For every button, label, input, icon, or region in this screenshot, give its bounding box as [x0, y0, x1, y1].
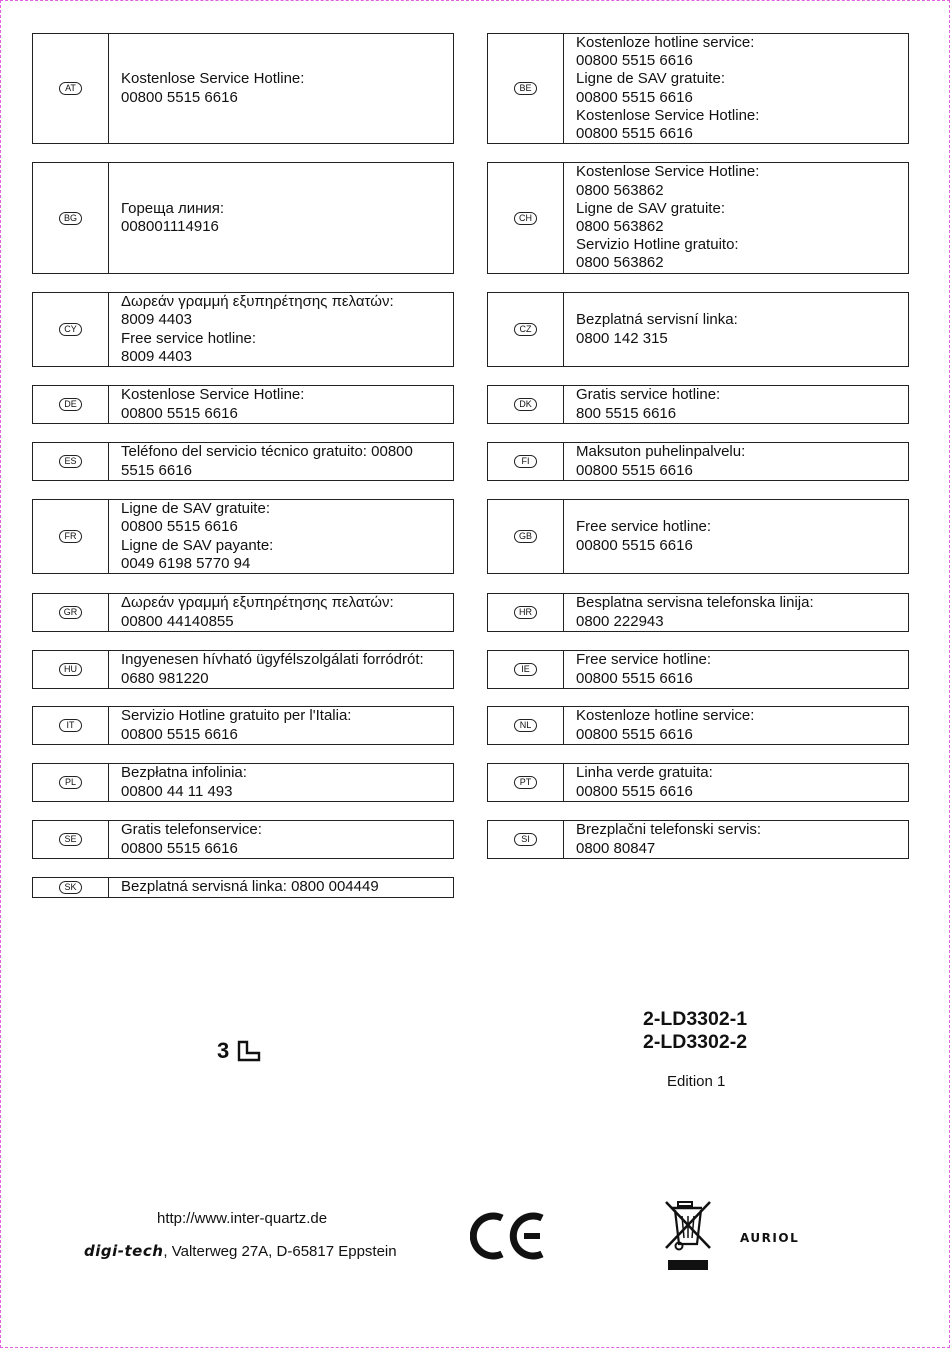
- hotline-line: Ingyenesen hívható ügyfélszolgálati forródrót:: [121, 651, 424, 669]
- country-code-badge: FI: [514, 455, 537, 468]
- hotline-text: [564, 821, 908, 858]
- country-code-badge: DK: [514, 398, 537, 411]
- hotline-line: Ligne de SAV gratuite:: [121, 500, 270, 518]
- country-code-badge: GR: [59, 606, 82, 619]
- hotline-line: 0680 981220: [121, 669, 209, 687]
- hotline-line: Gratis service hotline:: [576, 386, 721, 404]
- hotline-text: [109, 293, 453, 366]
- hotline-line: Δωρεάν γραμμή εξυπηρέτησης πελατών:: [121, 293, 394, 311]
- hotline-line: 00800 5515 6616: [121, 404, 238, 422]
- hotline-box-fr: [32, 499, 454, 574]
- country-code-cell: [488, 443, 564, 480]
- hotline-line: Maksuton puhelinpalvelu:: [576, 443, 746, 461]
- hotline-box-se: [32, 820, 454, 859]
- hotline-text: [109, 764, 453, 801]
- hotline-line: Teléfono del servicio técnico gratuito: 00800: [121, 443, 413, 461]
- hotline-line: 8009 4403: [121, 311, 192, 329]
- country-code-cell: [488, 500, 564, 573]
- hotline-line: Bezplatná servisní linka:: [576, 311, 738, 329]
- edition-label: Edition 1: [667, 1073, 726, 1090]
- hotline-line: Ligne de SAV payante:: [121, 536, 274, 554]
- hotline-line: Servizio Hotline gratuito:: [576, 236, 739, 254]
- model-number: 2-LD3302-2: [643, 1031, 748, 1053]
- hotline-line: Kostenlose Service Hotline:: [576, 163, 760, 181]
- country-code-cell: [33, 386, 109, 423]
- hotline-line: 00800 5515 6616: [121, 725, 238, 743]
- hotline-line: 00800 5515 6616: [121, 839, 238, 857]
- country-code-badge: SI: [514, 833, 537, 846]
- country-code-badge: DE: [59, 398, 82, 411]
- hotline-line: Free service hotline:: [576, 651, 712, 669]
- hotline-line: Kostenloze hotline service:: [576, 33, 755, 51]
- hotline-text: [564, 443, 908, 480]
- hotline-line: 0800 563862: [576, 181, 664, 199]
- country-code-cell: [488, 707, 564, 744]
- country-code-badge: AT: [59, 82, 82, 95]
- model-numbers: [643, 1008, 747, 1054]
- hotline-text: [109, 878, 453, 897]
- hotline-text: [109, 163, 453, 273]
- country-code-badge: HR: [514, 606, 537, 619]
- hotline-line: 0800 563862: [576, 254, 664, 272]
- country-code-badge: BG: [59, 212, 82, 225]
- hotline-box-ch: [487, 162, 909, 274]
- country-code-cell: [33, 651, 109, 688]
- country-code-badge: SK: [59, 881, 82, 894]
- hotline-text: [564, 707, 908, 744]
- country-code-cell: [488, 764, 564, 801]
- hotline-line: Ligne de SAV gratuite:: [576, 70, 725, 88]
- hotline-line: 00800 5515 6616: [576, 88, 693, 106]
- country-code-cell: [33, 821, 109, 858]
- model-number: 2-LD3302-1: [643, 1008, 748, 1030]
- country-code-cell: [33, 707, 109, 744]
- country-code-cell: [488, 386, 564, 423]
- hotline-text: [109, 443, 453, 480]
- country-code-badge: SE: [59, 833, 82, 846]
- hotline-text: [564, 500, 908, 573]
- hotline-box-nl: [487, 706, 909, 745]
- hotline-line: 00800 5515 6616: [121, 518, 238, 536]
- country-code-cell: [488, 821, 564, 858]
- hotline-line: Servizio Hotline gratuito per l'Italia:: [121, 707, 352, 725]
- country-code-badge: CZ: [514, 323, 537, 336]
- hotline-line: 00800 5515 6616: [576, 461, 693, 479]
- country-code-badge: BE: [514, 82, 537, 95]
- hotline-line: Gratis telefonservice:: [121, 821, 262, 839]
- hotline-line: Kostenloze hotline service:: [576, 707, 755, 725]
- hotline-line: 0800 142 315: [576, 329, 668, 347]
- hotline-text: [564, 163, 908, 273]
- hotline-text: [109, 34, 453, 143]
- hotline-text: [564, 594, 908, 631]
- hotline-text: [109, 594, 453, 631]
- hotline-line: 00800 5515 6616: [121, 88, 238, 106]
- hotline-line: 0049 6198 5770 94: [121, 554, 251, 572]
- country-code-badge: NL: [514, 719, 537, 732]
- country-code-cell: [33, 594, 109, 631]
- hotline-text: [109, 386, 453, 423]
- page-corner-icon: [235, 1040, 261, 1064]
- country-code-badge: IT: [59, 719, 82, 732]
- hotline-line: 5515 6616: [121, 461, 192, 479]
- hotline-line: Ligne de SAV gratuite:: [576, 199, 725, 217]
- country-code-cell: [33, 878, 109, 897]
- hotline-line: 0800 80847: [576, 839, 656, 857]
- hotline-line: 00800 44140855: [121, 612, 234, 630]
- country-code-badge: HU: [59, 663, 82, 676]
- country-code-cell: [33, 443, 109, 480]
- hotline-box-sk: [32, 877, 454, 898]
- hotline-text: [109, 707, 453, 744]
- hotline-line: Free service hotline:: [576, 518, 712, 536]
- country-code-badge: FR: [59, 530, 82, 543]
- hotline-line: 0800 222943: [576, 612, 664, 630]
- hotline-line: 00800 44 11 493: [121, 782, 233, 800]
- hotline-line: Kostenlose Service Hotline:: [121, 70, 305, 88]
- hotline-line: Δωρεάν γραμμή εξυπηρέτησης πελατών:: [121, 594, 394, 612]
- company-address: [84, 1242, 397, 1260]
- hotline-box-bg: [32, 162, 454, 274]
- hotline-box-be: [487, 33, 909, 144]
- hotline-box-gb: [487, 499, 909, 574]
- country-code-cell: [33, 34, 109, 143]
- hotline-text: [564, 386, 908, 423]
- hotline-line: Free service hotline:: [121, 329, 257, 347]
- country-code-badge: GB: [514, 530, 537, 543]
- hotline-text: [109, 821, 453, 858]
- hotline-box-pl: [32, 763, 454, 802]
- hotline-line: Bezplatná servisná linka: 0800 004449: [121, 878, 379, 896]
- hotline-box-dk: [487, 385, 909, 424]
- hotline-box-hu: [32, 650, 454, 689]
- country-code-badge: CY: [59, 323, 82, 336]
- hotline-line: Kostenlose Service Hotline:: [121, 386, 305, 404]
- hotline-line: 00800 5515 6616: [576, 124, 693, 142]
- hotline-line: Besplatna servisna telefonska linija:: [576, 594, 814, 612]
- hotline-line: Гореща линия:: [121, 199, 225, 217]
- auriol-brand-logo: AURIOL: [740, 1231, 800, 1245]
- country-code-badge: ES: [59, 455, 82, 468]
- country-code-badge: PL: [59, 776, 82, 789]
- country-code-badge: IE: [514, 663, 537, 676]
- hotline-box-si: [487, 820, 909, 859]
- hotline-text: [564, 764, 908, 801]
- hotline-box-at: [32, 33, 454, 144]
- hotline-line: 00800 5515 6616: [576, 782, 693, 800]
- page-number-text: 3: [217, 1038, 230, 1063]
- hotline-box-cz: [487, 292, 909, 367]
- hotline-box-es: [32, 442, 454, 481]
- hotline-line: Bezpłatna infolinia:: [121, 764, 247, 782]
- company-brand-logo: digi-tech: [84, 1242, 164, 1260]
- country-code-cell: [488, 594, 564, 631]
- hotline-line: 0800 563862: [576, 218, 664, 235]
- hotline-text: [109, 651, 453, 688]
- hotline-box-cy: [32, 292, 454, 367]
- hotline-text: [564, 651, 908, 688]
- hotline-box-gr: [32, 593, 454, 632]
- hotline-text: [564, 34, 908, 143]
- hotline-line: Kostenlose Service Hotline:: [576, 106, 760, 124]
- company-address-text: , Valterweg 27A, D-65817 Eppstein: [163, 1243, 397, 1260]
- hotline-box-it: [32, 706, 454, 745]
- website-url[interactable]: http://www.inter-quartz.de: [157, 1210, 328, 1227]
- hotline-line: 00800 5515 6616: [576, 669, 693, 687]
- hotline-box-fi: [487, 442, 909, 481]
- hotline-line: 00800 5515 6616: [576, 536, 693, 554]
- crossed-out-wheelie-bin-icon: [664, 1198, 714, 1274]
- hotline-line: 00800 5515 6616: [576, 725, 693, 743]
- hotline-box-pt: [487, 763, 909, 802]
- country-code-cell: [33, 293, 109, 366]
- country-code-cell: [33, 764, 109, 801]
- hotline-box-de: [32, 385, 454, 424]
- country-code-cell: [33, 163, 109, 273]
- country-code-cell: [488, 163, 564, 273]
- country-code-badge: PT: [514, 776, 537, 789]
- country-code-cell: [33, 500, 109, 573]
- hotline-line: 8009 4403: [121, 347, 192, 365]
- hotline-box-hr: [487, 593, 909, 632]
- hotline-box-ie: [487, 650, 909, 689]
- hotline-line: 00800 5515 6616: [576, 52, 693, 70]
- hotline-text: [109, 500, 453, 573]
- hotline-line: Linha verde gratuita:: [576, 764, 713, 782]
- country-code-cell: [488, 34, 564, 143]
- country-code-badge: CH: [514, 212, 537, 225]
- ce-mark-icon: [470, 1210, 546, 1262]
- hotline-line: Brezplačni telefonski servis:: [576, 821, 762, 839]
- page-number: [217, 1038, 261, 1064]
- hotline-text: [564, 293, 908, 366]
- country-code-cell: [488, 651, 564, 688]
- country-code-cell: [488, 293, 564, 366]
- hotline-line: 008001114916: [121, 218, 219, 235]
- hotline-line: 800 5515 6616: [576, 404, 677, 422]
